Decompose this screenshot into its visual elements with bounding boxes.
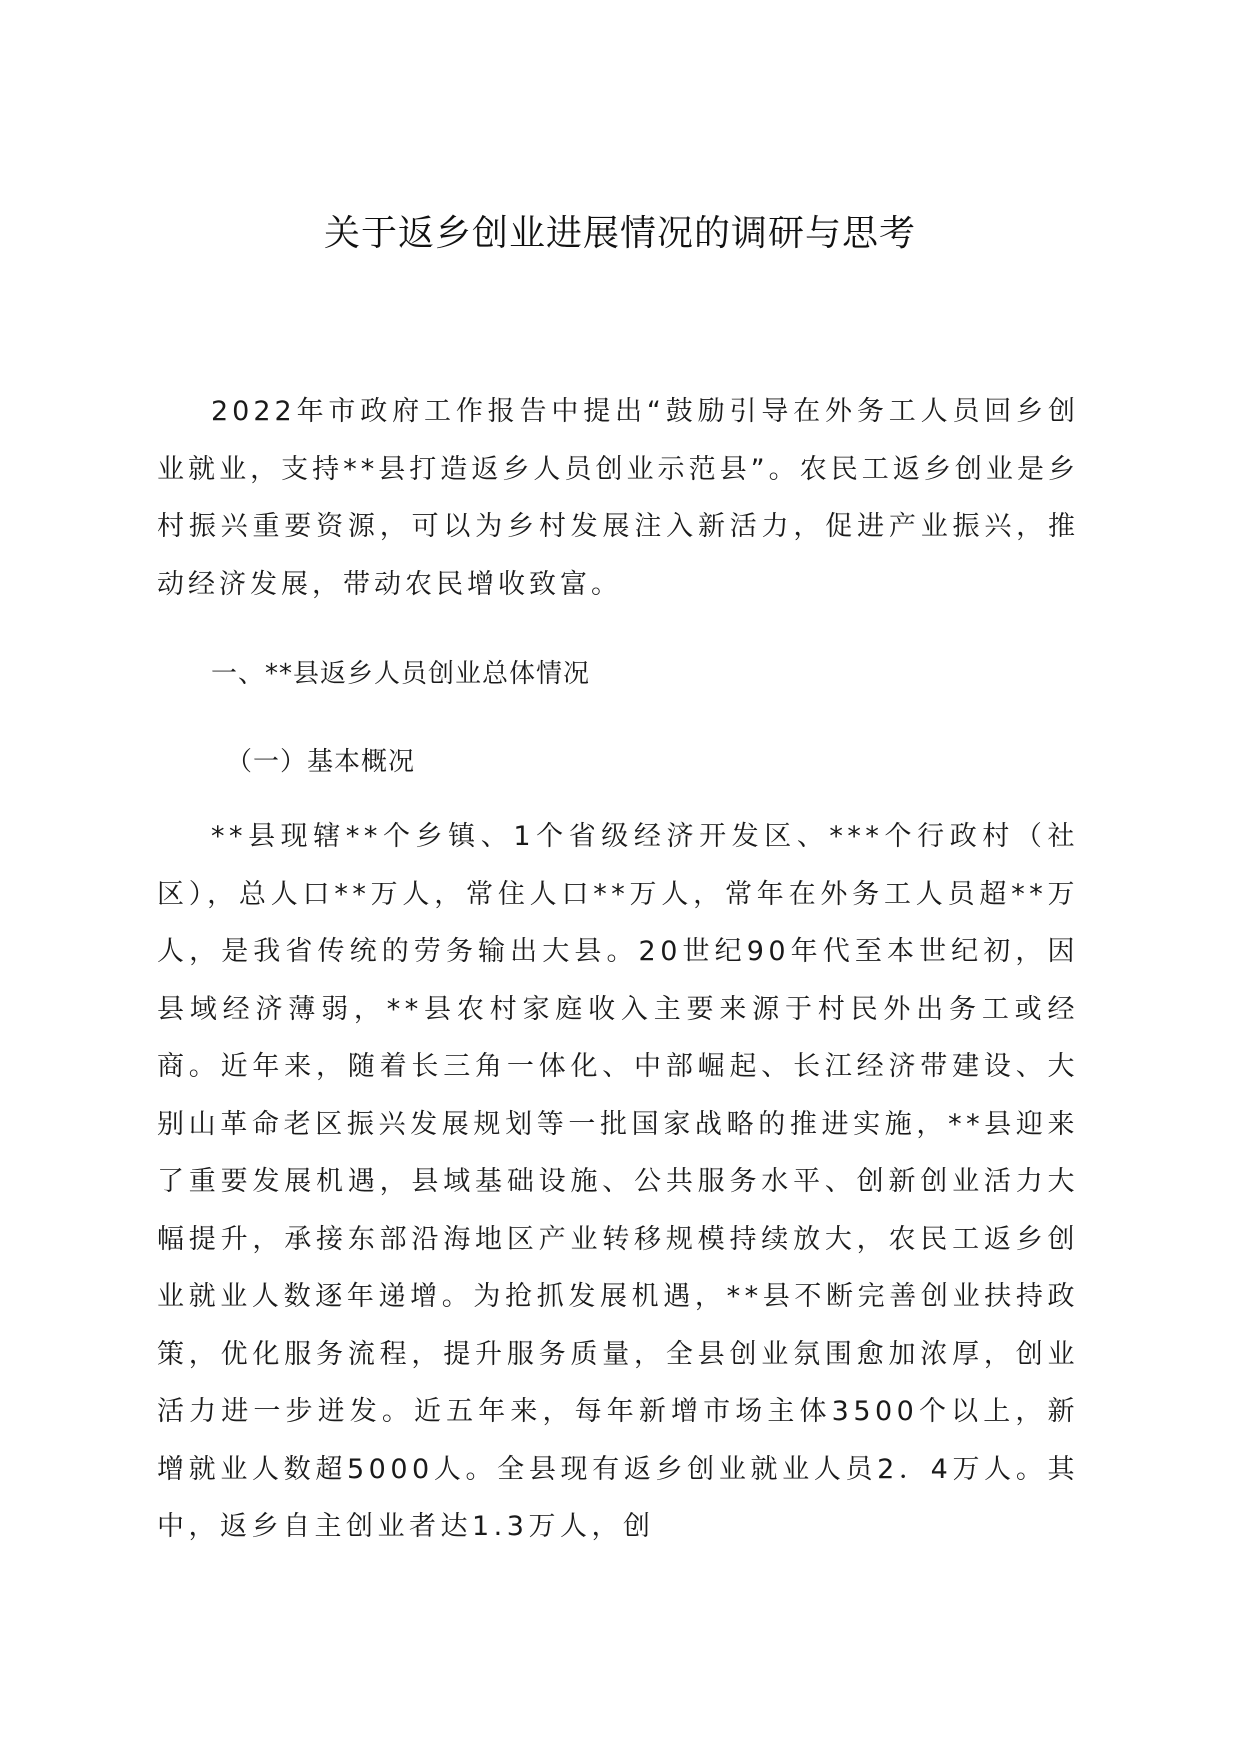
document-title: 关于返乡创业进展情况的调研与思考 xyxy=(323,213,916,254)
section-heading: 一、**县返乡人员创业总体情况 xyxy=(211,659,591,689)
body-paragraph: **县现辖**个乡镇、1个省级经济开发区、***个行政村（社区），总人口**万人，常住人口**万人，常年在外务工人员超**万人，是我省传统的劳务输出大县。20世纪90年代至本世纪初，因县域经济薄弱，**县农村家庭收入主要来源于村民外出务工或经商。近年来，随着长三角一体化、中部崛起、长江经济带建设、大别山革命老区振兴发展规划等一批国家战略的推进实施，**县迎来了重要发展机遇，县域基础设施、公共服务水平、创新创业活力大幅提升，承接东部沿海地区产业转移规模持续放大，农民工返乡创业就业人数逐年递增。为抢抓发展机遇，**县不断完善创业扶持政策，优化服务流程，提升服务质量，全县创业氛围愈加浓厚，创业活力进一步迸发。近五年来，每年新增市场主体3500个以上，新增就业人数超5000人。全县现有返乡创业就业人员2．4万人。其中，返乡自主创业者达1.3万人，创 xyxy=(157,821,1079,1542)
subsection-heading: （一）基本概况 xyxy=(226,747,416,777)
intro-paragraph: 2022年市政府工作报告中提出“鼓励引导在外务工人员回乡创业就业，支持**县打造返乡人员创业示范县”。农民工返乡创业是乡村振兴重要资源，可以为乡村发展注入新活力，促进产业振兴，推动经济发展，带动农民增收致富。 xyxy=(157,396,1079,600)
